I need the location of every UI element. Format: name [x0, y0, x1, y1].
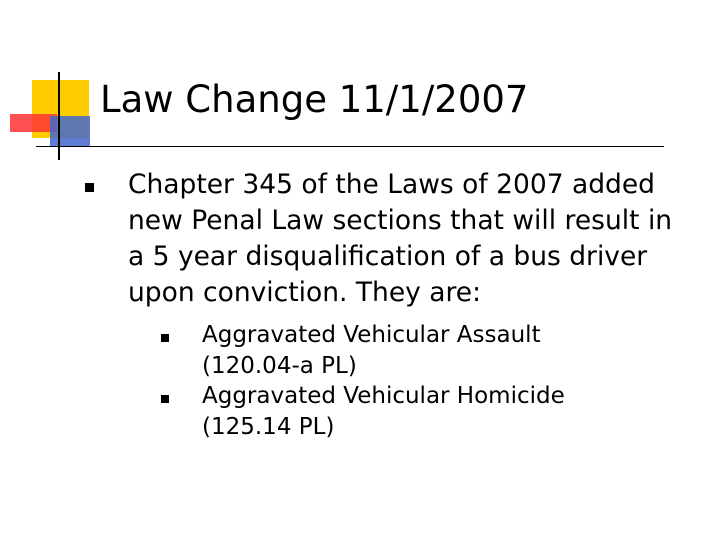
sub-bullet-text: Aggravated Vehicular Homicide (125.14 PL)	[202, 383, 565, 440]
sub-bullet-item	[161, 320, 622, 381]
decoration-blue-square	[50, 116, 90, 146]
square-bullet-icon	[85, 183, 94, 192]
square-bullet-icon	[161, 395, 169, 403]
sub-bullet-text: Aggravated Vehicular Assault (120.04-a PL)	[202, 322, 541, 379]
sub-bullet-list	[128, 320, 695, 442]
title-underline	[36, 146, 664, 147]
bullet-item	[85, 167, 695, 442]
decoration-red-bar	[10, 114, 57, 132]
bullet-text: Chapter 345 of the Laws of 2007 added new Penal Law sections that will result in a 5 year disqualification of a bus driver upon conviction. They are:	[128, 169, 673, 308]
bullet-list	[85, 167, 695, 442]
sub-bullet-item	[161, 381, 622, 442]
square-bullet-icon	[161, 334, 169, 342]
slide-title: Law Change 11/1/2007	[100, 78, 529, 121]
